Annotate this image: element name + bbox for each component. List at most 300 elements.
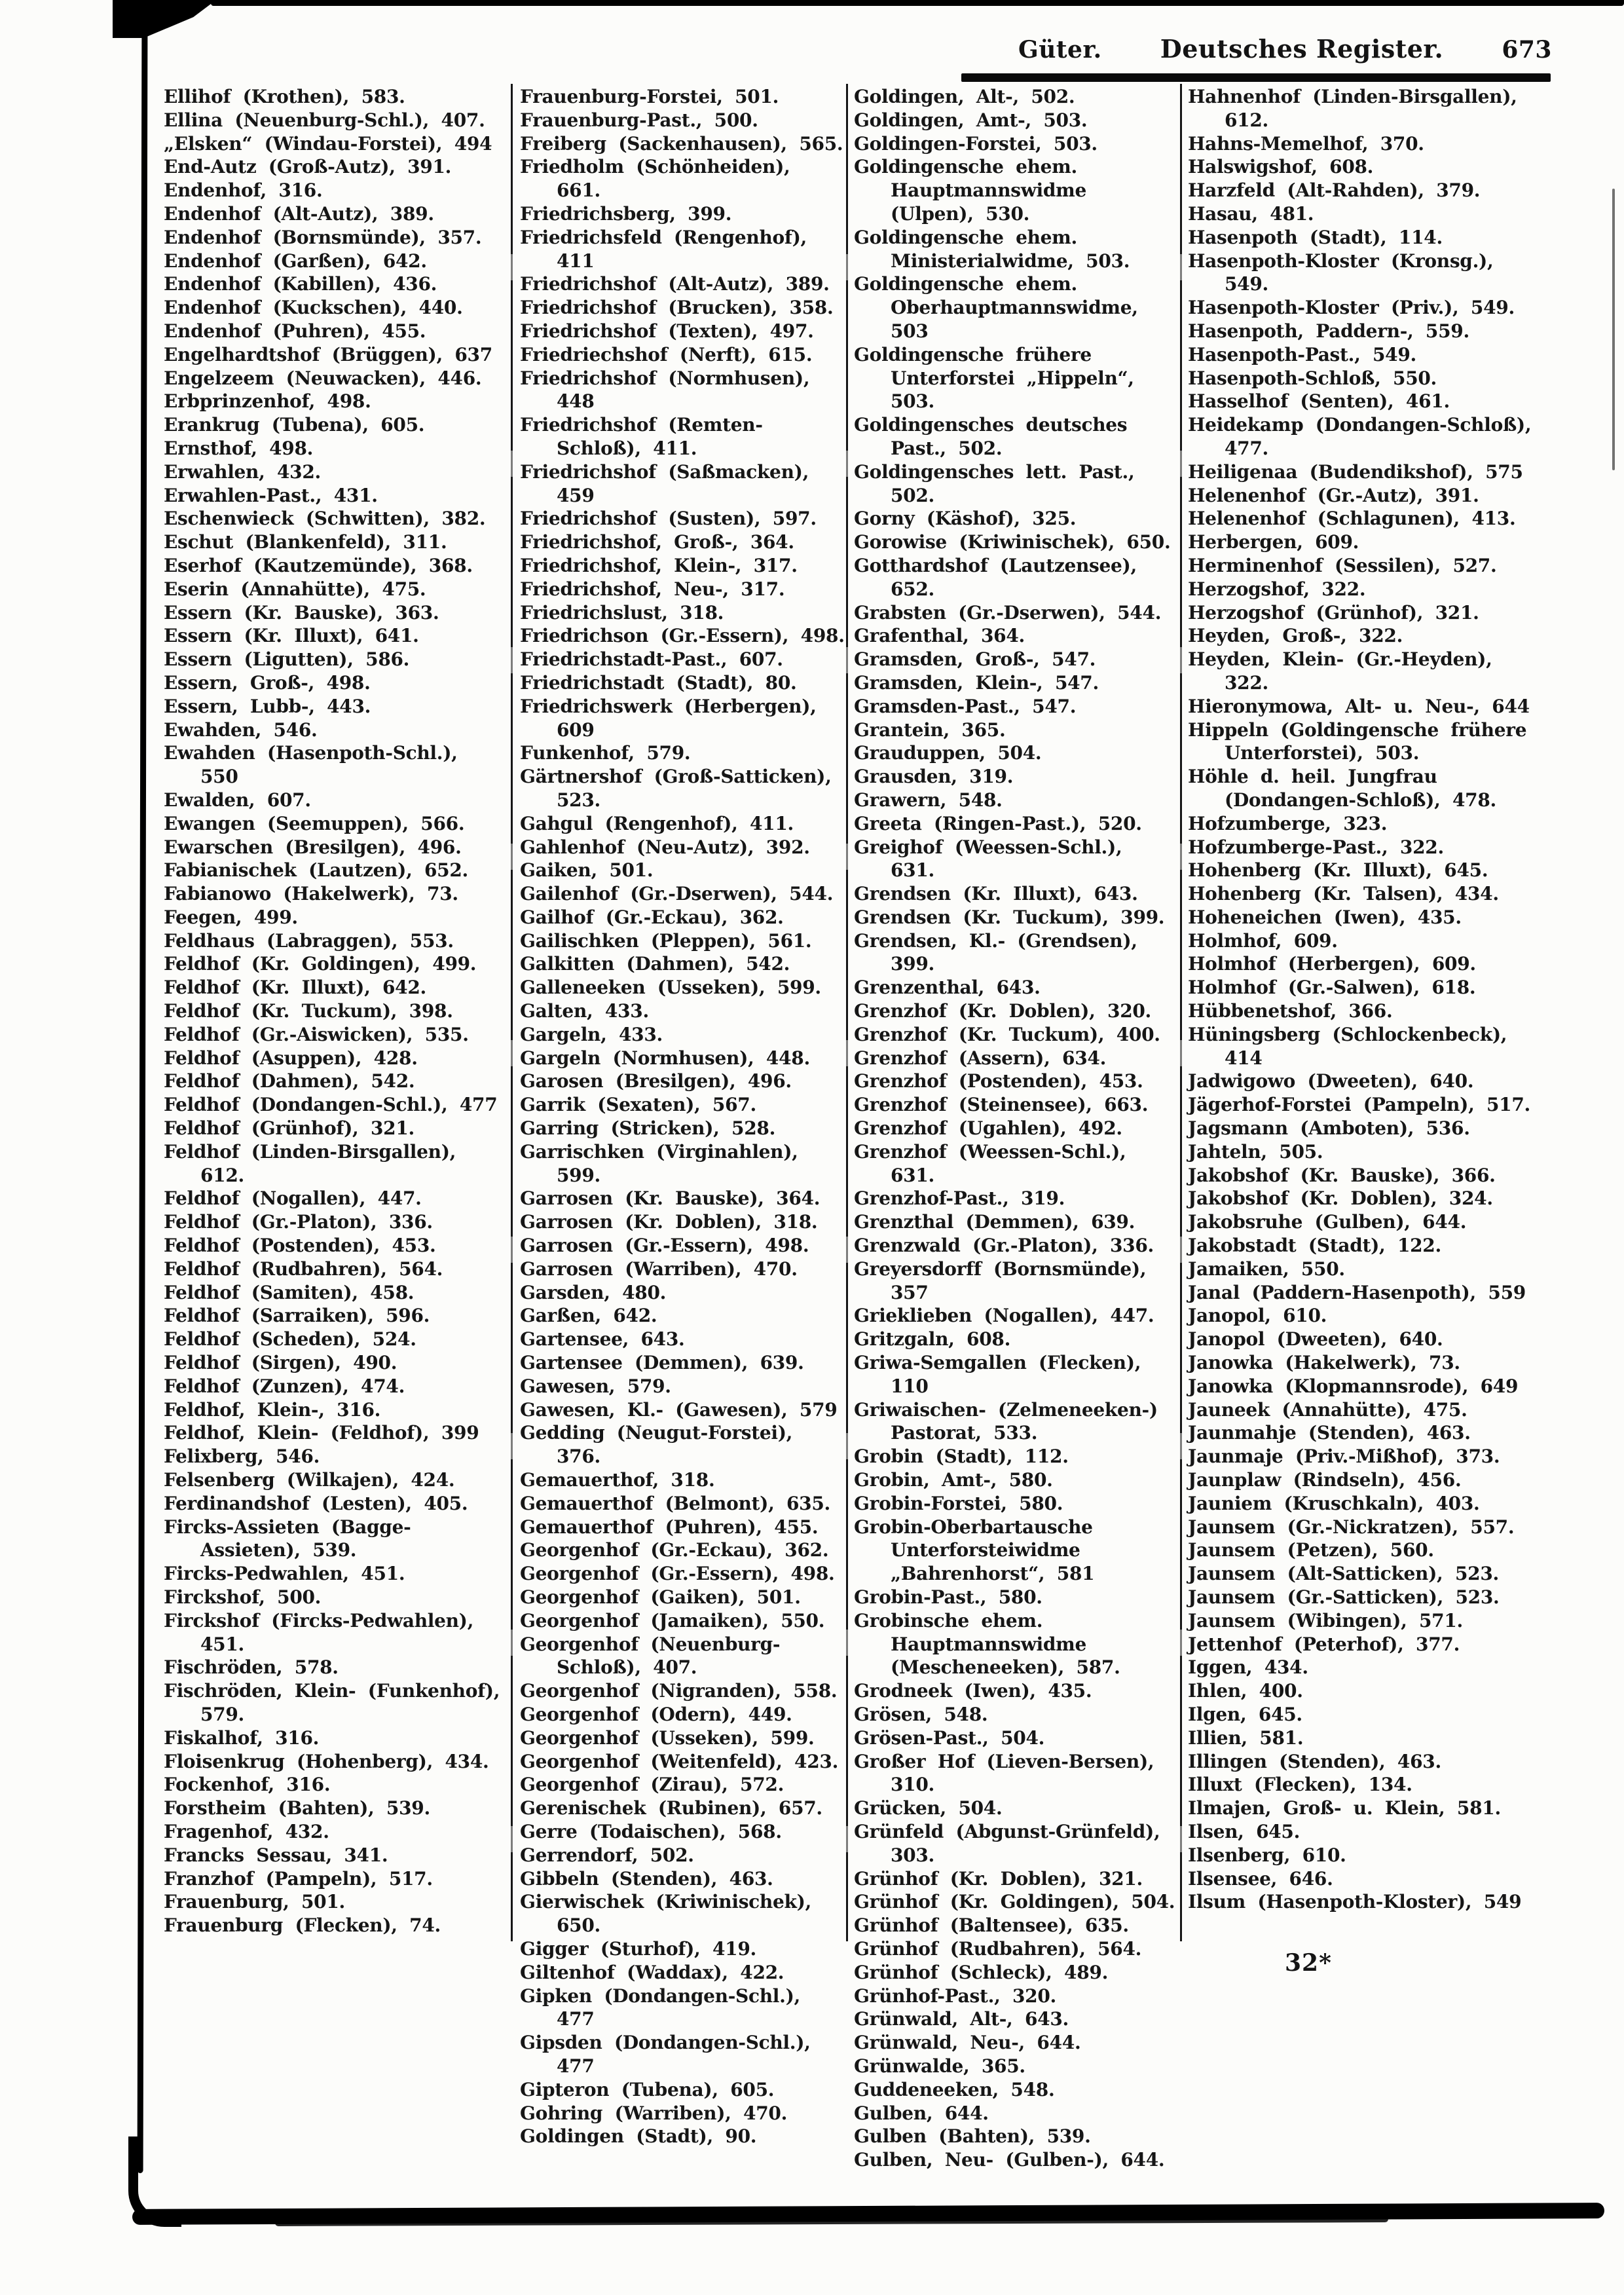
index-entry: Gargeln (Normhusen), 448.	[520, 1047, 810, 1069]
index-entry: Feldhof (Linden-Birsgallen), 612.	[164, 1140, 456, 1186]
index-entry: Ewarschen (Bresilgen), 496.	[164, 836, 462, 858]
index-entry: Georgenhof (Odern), 449.	[520, 1703, 792, 1725]
index-entry: Essern (Ligutten), 586.	[164, 648, 410, 671]
index-entry: Hasau, 481.	[1188, 202, 1314, 225]
index-entry: Grenzhof (Kr. Doblen), 320.	[854, 1000, 1152, 1022]
index-entry: Funkenhof, 579.	[520, 742, 691, 764]
index-entry: Jaunsem (Gr.-Satticken), 523.	[1188, 1586, 1500, 1608]
index-entry: Jakobshof (Kr. Bauske), 366.	[1188, 1164, 1496, 1186]
index-entry: Hüningsberg (Schlockenbeck), 414	[1188, 1023, 1507, 1069]
index-entry: Grobin-Oberbartausche Unterforsteiwidme „Bahrenhorst“, 581	[854, 1516, 1095, 1585]
index-entry: Garrosen (Gr.-Essern), 498.	[520, 1235, 809, 1257]
index-entry: Holmhof, 609.	[1188, 929, 1338, 952]
index-entry: Jakobsruhe (Gulben), 644.	[1188, 1211, 1467, 1233]
index-entry: Grünhof (Baltensee), 635.	[854, 1914, 1129, 1937]
index-entry: Feldhof (Kr. Goldingen), 499.	[164, 953, 477, 975]
index-entry: Grenzhof-Past., 319.	[854, 1187, 1065, 1210]
index-entry: Georgenhof (Jamaiken), 550.	[520, 1609, 825, 1632]
index-entry: Grünwalde, 365.	[854, 2055, 1025, 2077]
index-entry: Gotthardshof (Lautzensee), 652.	[854, 554, 1137, 600]
index-entry: Gipsden (Dondangen-Schl.), 477	[520, 2032, 811, 2077]
index-entry: Gahgul (Rengenhof), 411.	[520, 812, 794, 834]
index-entry: Endenhof (Alt-Autz), 389.	[164, 202, 434, 225]
index-entry: Hofzumberge-Past., 322.	[1188, 836, 1444, 858]
index-entry: Grünhof (Kr. Doblen), 321.	[854, 1867, 1143, 1890]
index-entry: Frauenburg, 501.	[164, 1891, 345, 1913]
index-entry: Helenenhof (Gr.-Autz), 391.	[1188, 484, 1479, 506]
index-entry: Greyersdorff (Bornsmünde), 357	[854, 1258, 1147, 1303]
index-entry: Friedrichshof (Normhusen), 448	[520, 367, 810, 413]
index-entry: Gorny (Käshof), 325.	[854, 508, 1077, 530]
index-entry: Hohenberg (Kr. Talsen), 434.	[1188, 883, 1499, 905]
index-entry: Illien, 581.	[1188, 1726, 1304, 1749]
index-entry: Greeta (Ringen-Past.), 520.	[854, 812, 1142, 834]
index-entry: Ellihof (Krothen), 583.	[164, 86, 405, 107]
index-entry: Friedrichshof, Neu-, 317.	[520, 578, 785, 600]
index-entry: Erbprinzenhof, 498.	[164, 390, 371, 413]
index-entry: Grenzenthal, 643.	[854, 977, 1041, 999]
index-entry: Endenhof (Garßen), 642.	[164, 250, 427, 272]
index-entry: Gerrendorf, 502.	[520, 1844, 694, 1866]
header-register-label: Deutsches Register.	[1160, 34, 1444, 64]
index-entry: Hippeln (Goldingensche frühere Unterforstei), 503.	[1188, 718, 1527, 764]
index-entry: Garrosen (Kr. Bauske), 364.	[520, 1187, 821, 1210]
index-entry: Friedrichson (Gr.-Essern), 498.	[520, 625, 845, 647]
index-entry: Griwa-Semgallen (Flecken), 110	[854, 1352, 1141, 1397]
index-entry: Grücken, 504.	[854, 1797, 1003, 1819]
index-entry: Gahlenhof (Neu-Autz), 392.	[520, 836, 810, 858]
index-entry: Grünfeld (Abgunst-Grünfeld), 303.	[854, 1820, 1160, 1866]
index-entry: Grünhof (Kr. Goldingen), 504.	[854, 1891, 1175, 1913]
index-entry: Friedriechshof (Nerft), 615.	[520, 343, 813, 365]
index-entry: Feldhof (Kr. Illuxt), 642.	[164, 977, 426, 999]
index-entry: Grünhof (Schleck), 489.	[854, 1961, 1109, 1983]
index-entry: Friedrichstadt (Stadt), 80.	[520, 671, 797, 694]
index-entry: Hasenpoth, Paddern-, 559.	[1188, 320, 1469, 342]
index-entry: Feldhof (Gr.-Platon), 336.	[164, 1211, 433, 1233]
index-entry: Grieklieben (Nogallen), 447.	[854, 1305, 1154, 1327]
index-entry: Garsden, 480.	[520, 1281, 667, 1303]
index-entry: Feldhof (Zunzen), 474.	[164, 1375, 405, 1397]
index-entry: Friedrichslust, 318.	[520, 601, 724, 624]
index-entry: Friedrichshof (Texten), 497.	[520, 320, 814, 342]
index-entry: Garosen (Bresilgen), 496.	[520, 1070, 792, 1092]
index-entry: Friedrichstadt-Past., 607.	[520, 648, 783, 671]
index-entry: Friedrichswerk (Herbergen), 609	[520, 695, 817, 741]
index-column-2	[520, 85, 845, 2148]
index-entry: Francks Sessau, 341.	[164, 1844, 388, 1866]
page-header	[1018, 34, 1552, 68]
index-entry: Ellina (Neuenburg-Schl.), 407.	[164, 109, 485, 131]
index-entry: Feldhof (Asuppen), 428.	[164, 1047, 418, 1069]
index-entry: Feldhof (Dondangen-Schl.), 477	[164, 1094, 498, 1116]
index-entry: Feldhof (Dahmen), 542.	[164, 1070, 415, 1092]
index-entry: Gorowise (Kriwinischek), 650.	[854, 531, 1171, 553]
index-entry: Ihlen, 400.	[1188, 1680, 1303, 1702]
index-entry: Eschut (Blankenfeld), 311.	[164, 531, 447, 553]
index-entry: Goldingen, Alt-, 502.	[854, 86, 1075, 107]
index-entry: Frauenburg (Flecken), 74.	[164, 1914, 441, 1937]
index-entry: Janal (Paddern-Hasenpoth), 559	[1188, 1281, 1526, 1303]
index-entry: Friedrichshof (Alt-Autz), 389.	[520, 273, 830, 295]
index-entry: Hohenberg (Kr. Illuxt), 645.	[1188, 859, 1488, 882]
index-entry: Friedrichshof (Brucken), 358.	[520, 297, 834, 319]
index-entry: Grenzhof (Assern), 634.	[854, 1047, 1107, 1069]
index-entry: Erwahlen, 432.	[164, 460, 321, 483]
index-entry: Garrosen (Kr. Doblen), 318.	[520, 1211, 818, 1233]
index-entry: Grafenthal, 364.	[854, 625, 1025, 647]
index-entry: Jaunplaw (Rindseln), 456.	[1188, 1469, 1462, 1491]
index-entry: Feldhof (Sirgen), 490.	[164, 1352, 397, 1374]
index-entry: Hahnenhof (Linden-Birsgallen), 612.	[1188, 86, 1517, 131]
scan-artifact-top-edge	[211, 0, 1624, 6]
index-entry: Ilsum (Hasenpoth-Kloster), 549	[1188, 1891, 1522, 1913]
index-entry: Herzogshof, 322.	[1188, 578, 1366, 600]
index-entry: Jaunmahje (Stenden), 463.	[1188, 1422, 1471, 1444]
index-entry: Gawesen, Kl.- (Gawesen), 579	[520, 1398, 838, 1421]
index-entry: Janopol (Dweeten), 640.	[1188, 1328, 1443, 1351]
index-entry: Galten, 433.	[520, 1000, 649, 1022]
index-entry: Georgenhof (Nigranden), 558.	[520, 1680, 838, 1702]
index-entry: Frauenburg-Forstei, 501.	[520, 86, 779, 107]
index-entry: Jadwigowo (Dweeten), 640.	[1188, 1070, 1474, 1092]
index-entry: Grösen, 548.	[854, 1703, 988, 1725]
index-entry: Grenzhof (Weessen-Schl.), 631.	[854, 1140, 1126, 1186]
index-entry: Eschenwieck (Schwitten), 382.	[164, 508, 486, 530]
index-entry: Heiligenaa (Budendikshof), 575	[1188, 460, 1523, 483]
column-divider-1	[511, 84, 513, 1941]
index-entry: Essern (Kr. Illuxt), 641.	[164, 625, 419, 647]
index-entry: Gargeln, 433.	[520, 1023, 663, 1045]
index-entry: Fischröden, Klein- (Funkenhof), 579.	[164, 1680, 500, 1725]
index-entry: Holmhof (Gr.-Salwen), 618.	[1188, 977, 1476, 999]
index-entry: Hofzumberge, 323.	[1188, 812, 1388, 834]
index-entry: Feldhof (Rudbahren), 564.	[164, 1258, 443, 1280]
index-entry: Firckshof (Fircks-Pedwahlen), 451.	[164, 1609, 474, 1655]
index-entry: Feldhof (Samiten), 458.	[164, 1281, 415, 1303]
index-entry: Galkitten (Dahmen), 542.	[520, 953, 790, 975]
signature-mark: 32*	[1285, 1949, 1332, 1977]
index-entry: Hoheneichen (Iwen), 435.	[1188, 906, 1462, 928]
index-entry: Feldhof (Grünhof), 321.	[164, 1117, 415, 1140]
index-entry: Goldingensche frühere Unterforstei „Hippeln“, 503.	[854, 343, 1134, 413]
index-entry: Goldingensche ehem. Oberhauptmannswidme, 503	[854, 273, 1138, 342]
index-column-4	[1188, 85, 1545, 1914]
index-entry: Gedding (Neugut-Forstei), 376.	[520, 1422, 793, 1468]
index-entry: Feldhof (Scheden), 524.	[164, 1328, 416, 1351]
index-entry: Hasenpoth-Past., 549.	[1188, 343, 1416, 365]
index-entry: Goldingen (Stadt), 90.	[520, 2125, 757, 2148]
index-entry: Ernsthof, 498.	[164, 437, 314, 459]
index-entry: Fockenhof, 316.	[164, 1774, 331, 1796]
index-entry: Gawesen, 579.	[520, 1375, 671, 1397]
index-entry: Guddeneeken, 548.	[854, 2078, 1055, 2100]
index-entry: Ewalden, 607.	[164, 789, 311, 811]
index-entry: Fiskalhof, 316.	[164, 1726, 320, 1749]
index-entry: Essern (Kr. Bauske), 363.	[164, 601, 439, 624]
index-entry: Hasenpoth (Stadt), 114.	[1188, 226, 1443, 248]
index-entry: Gohring (Warriben), 470.	[520, 2102, 788, 2124]
index-entry: Illingen (Stenden), 463.	[1188, 1750, 1441, 1772]
index-entry: Goldingen-Forstei, 503.	[854, 132, 1098, 155]
index-entry: Erankrug (Tubena), 605.	[164, 414, 425, 436]
index-entry: Garrosen (Warriben), 470.	[520, 1258, 798, 1280]
index-entry: Ewahden (Hasenpoth-Schl.), 550	[164, 742, 458, 788]
index-entry: „Elsken“ (Windau-Forstei), 494	[164, 132, 492, 155]
index-entry: Grenzhof (Kr. Tuckum), 400.	[854, 1023, 1160, 1045]
index-entry: Gramsden, Klein-, 547.	[854, 671, 1099, 694]
index-entry: Gärtnershof (Groß-Satticken), 523.	[520, 766, 832, 811]
header-rule	[961, 73, 1551, 82]
index-entry: Essern, Groß-, 498.	[164, 671, 371, 694]
index-entry: Georgenhof (Neuenburg-Schloß), 407.	[520, 1633, 781, 1679]
index-entry: Grendsen, Kl.- (Grendsen), 399.	[854, 929, 1137, 975]
index-entry: Grenzwald (Gr.-Platon), 336.	[854, 1235, 1154, 1257]
index-entry: Georgenhof (Gr.-Eckau), 362.	[520, 1539, 829, 1561]
index-entry: Firckshof, 500.	[164, 1586, 322, 1608]
scan-artifact-corner-blob	[113, 0, 216, 38]
index-entry: Janowka (Klopmannsrode), 649	[1188, 1375, 1519, 1397]
column-divider-2	[846, 84, 848, 1941]
index-entry: Feldhof (Sarraiken), 596.	[164, 1305, 430, 1327]
index-entry: Großer Hof (Lieven-Bersen), 310.	[854, 1750, 1154, 1796]
index-entry: Felixberg, 546.	[164, 1446, 320, 1468]
index-entry: Galleneeken (Usseken), 599.	[520, 977, 821, 999]
index-entry: Friedrichshof, Groß-, 364.	[520, 531, 794, 553]
index-entry: Ilsenberg, 610.	[1188, 1844, 1346, 1866]
index-entry: Halswigshof, 608.	[1188, 156, 1374, 178]
index-entry: Hasenpoth-Kloster (Kronsg.), 549.	[1188, 250, 1494, 295]
index-entry: Gritzgaln, 608.	[854, 1328, 1011, 1351]
index-entry: Illuxt (Flecken), 134.	[1188, 1774, 1412, 1796]
index-entry: Gartensee (Demmen), 639.	[520, 1352, 804, 1374]
index-entry: Hieronymowa, Alt- u. Neu-, 644	[1188, 695, 1530, 717]
index-entry: Grösen-Past., 504.	[854, 1726, 1045, 1749]
index-entry: Georgenhof (Zirau), 572.	[520, 1774, 784, 1796]
index-entry: Ewangen (Seemuppen), 566.	[164, 812, 465, 834]
index-entry: Harzfeld (Alt-Rahden), 379.	[1188, 179, 1481, 202]
index-entry: Ilsensee, 646.	[1188, 1867, 1333, 1890]
index-entry: Floisenkrug (Hohenberg), 434.	[164, 1750, 489, 1772]
index-entry: Grendsen (Kr. Tuckum), 399.	[854, 906, 1165, 928]
index-entry: Jaunsem (Petzen), 560.	[1188, 1539, 1434, 1561]
index-entry: Grauduppen, 504.	[854, 742, 1042, 764]
index-entry: Jägerhof-Forstei (Pampeln), 517.	[1188, 1094, 1530, 1116]
index-entry: Jauniem (Kruschkaln), 403.	[1188, 1492, 1480, 1514]
index-entry: Endenhof, 316.	[164, 179, 323, 202]
index-column-3	[854, 85, 1177, 2172]
index-entry: Grobin, Amt-, 580.	[854, 1469, 1053, 1491]
index-entry: Grausden, 319.	[854, 766, 1014, 788]
index-entry: Grobin-Past., 580.	[854, 1586, 1043, 1608]
index-entry: Gibbeln (Stenden), 463.	[520, 1867, 773, 1890]
index-entry: Freiberg (Sackenhausen), 565.	[520, 132, 843, 155]
index-entry: Hasenpoth-Schloß, 550.	[1188, 367, 1437, 389]
index-entry: Fircks-Assieten (Bagge-Assieten), 539.	[164, 1516, 411, 1561]
index-entry: Grobin (Stadt), 112.	[854, 1446, 1069, 1468]
index-entry: Erwahlen-Past., 431.	[164, 484, 378, 506]
index-entry: Gramsden-Past., 547.	[854, 695, 1077, 717]
index-entry: Jaunmaje (Priv.-Mißhof), 373.	[1188, 1446, 1500, 1468]
index-entry: Goldingen, Amt-, 503.	[854, 109, 1088, 131]
index-entry: Felsenberg (Wilkajen), 424.	[164, 1469, 455, 1491]
index-entry: Endenhof (Kuckschen), 440.	[164, 297, 463, 319]
index-entry: Georgenhof (Usseken), 599.	[520, 1726, 815, 1749]
index-entry: Janowka (Hakelwerk), 73.	[1188, 1352, 1460, 1374]
index-entry: Franzhof (Pampeln), 517.	[164, 1867, 433, 1890]
index-entry: Grantein, 365.	[854, 718, 1006, 741]
index-entry: Gierwischek (Kriwinischek), 650.	[520, 1891, 811, 1937]
index-entry: Grobin-Forstei, 580.	[854, 1492, 1063, 1514]
index-entry: Forstheim (Bahten), 539.	[164, 1797, 430, 1819]
index-entry: Goldingensches deutsches Past., 502.	[854, 414, 1128, 459]
index-entry: Iggen, 434.	[1188, 1656, 1308, 1679]
index-entry: Griwaischen- (Zelmeneeken-) Pastorat, 533.	[854, 1398, 1158, 1444]
index-entry: Jamaiken, 550.	[1188, 1258, 1345, 1280]
index-entry: Grünhof (Rudbahren), 564.	[854, 1937, 1142, 1960]
index-entry: Feldhof (Postenden), 453.	[164, 1235, 436, 1257]
index-entry: Gulben, 644.	[854, 2102, 989, 2124]
index-entry: Endenhof (Kabillen), 436.	[164, 273, 437, 295]
index-entry: Jettenhof (Peterhof), 377.	[1188, 1633, 1460, 1655]
index-entry: Friedrichshof (Saßmacken), 459	[520, 460, 809, 506]
index-entry: Jahteln, 505.	[1188, 1140, 1323, 1163]
index-entry: Gailenhof (Gr.-Dserwen), 544.	[520, 883, 834, 905]
index-entry: Eserin (Annahütte), 475.	[164, 578, 426, 600]
index-entry: Grünwald, Alt-, 643.	[854, 2008, 1069, 2030]
index-entry: Gartensee, 643.	[520, 1328, 685, 1351]
index-entry: Hübbenetshof, 366.	[1188, 1000, 1393, 1022]
index-entry: Jaunsem (Wibingen), 571.	[1188, 1609, 1463, 1632]
index-entry: Jakobstadt (Stadt), 122.	[1188, 1235, 1441, 1257]
index-entry: Grenzhof (Steinensee), 663.	[854, 1094, 1149, 1116]
index-entry: Goldingensche ehem. Ministerialwidme, 503.	[854, 226, 1130, 272]
header-section-label: Güter.	[1018, 36, 1102, 64]
index-entry: Eserhof (Kautzemünde), 368.	[164, 554, 473, 576]
index-entry: Feldhof (Gr.-Aiswicken), 535.	[164, 1023, 469, 1045]
index-entry: Feegen, 499.	[164, 906, 298, 928]
index-entry: Grawern, 548.	[854, 789, 1003, 811]
index-entry: Greighof (Weessen-Schl.), 631.	[854, 836, 1122, 882]
scan-artifact-right-edge	[1612, 189, 1615, 470]
index-entry: Grodneek (Iwen), 435.	[854, 1680, 1092, 1702]
index-entry: Gigger (Sturhof), 419.	[520, 1937, 756, 1960]
index-entry: Grünhof-Past., 320.	[854, 1985, 1056, 2007]
index-entry: Garring (Stricken), 528.	[520, 1117, 776, 1140]
index-entry: Feldhof, Klein-, 316.	[164, 1398, 381, 1421]
index-entry: Gulben, Neu- (Gulben-), 644.	[854, 2149, 1165, 2171]
index-entry: Janopol, 610.	[1188, 1305, 1327, 1327]
index-entry: Friedrichshof, Klein-, 317.	[520, 554, 798, 576]
index-entry: Endenhof (Puhren), 455.	[164, 320, 426, 342]
index-entry: Fragenhof, 432.	[164, 1820, 329, 1842]
index-entry: Hahns-Memelhof, 370.	[1188, 132, 1424, 155]
index-entry: Endenhof (Bornsmünde), 357.	[164, 226, 482, 248]
index-entry: Gemauerthof (Puhren), 455.	[520, 1516, 819, 1538]
index-entry: Höhle d. heil. Jungfrau (Dondangen-Schloß), 478.	[1188, 766, 1496, 811]
column-divider-3	[1180, 84, 1182, 1941]
index-entry: Heyden, Groß-, 322.	[1188, 625, 1403, 647]
index-entry: Jakobshof (Kr. Doblen), 324.	[1188, 1187, 1493, 1210]
index-entry: Gulben (Bahten), 539.	[854, 2125, 1091, 2148]
index-entry: Jaunsem (Gr.-Nickratzen), 557.	[1188, 1516, 1515, 1538]
index-entry: Giltenhof (Waddax), 422.	[520, 1961, 784, 1983]
index-entry: Gemauerthof, 318.	[520, 1469, 715, 1491]
index-entry: Hasselhof (Senten), 461.	[1188, 390, 1450, 413]
index-entry: Gerenischek (Rubinen), 657.	[520, 1797, 822, 1819]
index-entry: Georgenhof (Gaiken), 501.	[520, 1586, 801, 1608]
index-entry: Jaunsem (Alt-Satticken), 523.	[1188, 1563, 1499, 1585]
index-entry: Friedrichshof (Susten), 597.	[520, 508, 817, 530]
index-entry: Fabianowo (Hakelwerk), 73.	[164, 883, 458, 905]
index-entry: Ferdinandshof (Lesten), 405.	[164, 1492, 468, 1514]
index-entry: Gipteron (Tubena), 605.	[520, 2078, 775, 2100]
index-entry: Herbergen, 609.	[1188, 531, 1359, 553]
index-entry: Fabianischek (Lautzen), 652.	[164, 859, 468, 882]
index-entry: Grabsten (Gr.-Dserwen), 544.	[854, 601, 1162, 624]
index-entry: Fischröden, 578.	[164, 1656, 339, 1679]
index-entry: Gramsden, Groß-, 547.	[854, 648, 1096, 671]
index-entry: Georgenhof (Weitenfeld), 423.	[520, 1750, 839, 1772]
index-entry: Ilgen, 645.	[1188, 1703, 1302, 1725]
index-entry: Friedrichshof (Remten-Schloß), 411.	[520, 414, 763, 459]
index-entry: Gaiken, 501.	[520, 859, 654, 882]
index-entry: Gailhof (Gr.-Eckau), 362.	[520, 906, 784, 928]
index-entry: Herminenhof (Sessilen), 527.	[1188, 554, 1497, 576]
index-entry: Hasenpoth-Kloster (Priv.), 549.	[1188, 297, 1515, 319]
index-entry: Herzogshof (Grünhof), 321.	[1188, 601, 1479, 624]
index-entry: End-Autz (Groß-Autz), 391.	[164, 156, 452, 178]
index-entry: Grendsen (Kr. Illuxt), 643.	[854, 883, 1138, 905]
index-entry: Friedrichsfeld (Rengenhof), 411	[520, 226, 807, 272]
index-entry: Gipken (Dondangen-Schl.), 477	[520, 1985, 800, 2030]
index-entry: Gemauerthof (Belmont), 635.	[520, 1492, 830, 1514]
index-entry: Garrik (Sexaten), 567.	[520, 1094, 756, 1116]
index-entry: Garrischken (Virginahlen), 599.	[520, 1140, 798, 1186]
index-entry: Heidekamp (Dondangen-Schloß), 477.	[1188, 414, 1532, 459]
index-entry: Friedholm (Schönheiden), 661.	[520, 156, 790, 202]
index-entry: Ewahden, 546.	[164, 718, 318, 741]
index-entry: Helenenhof (Schlagunen), 413.	[1188, 508, 1516, 530]
index-entry: Grenzhof (Postenden), 453.	[854, 1070, 1143, 1092]
index-entry: Feldhaus (Labraggen), 553.	[164, 929, 454, 952]
index-entry: Jagsmann (Amboten), 536.	[1188, 1117, 1470, 1140]
index-entry: Jauneek (Annahütte), 475.	[1188, 1398, 1467, 1421]
index-entry: Feldhof, Klein- (Feldhof), 399	[164, 1422, 479, 1444]
index-entry: Grobinsche ehem. Hauptmannswidme (Mescheneeken), 587.	[854, 1609, 1120, 1679]
index-entry: Heyden, Klein- (Gr.-Heyden), 322.	[1188, 648, 1492, 694]
scan-artifact-spine-line	[138, 33, 148, 2173]
index-entry: Grenzhof (Ugahlen), 492.	[854, 1117, 1122, 1140]
index-entry: Gerre (Todaischen), 568.	[520, 1820, 782, 1842]
index-entry: Engelzeem (Neuwacken), 446.	[164, 367, 482, 389]
index-entry: Gailischken (Pleppen), 561.	[520, 929, 812, 952]
index-entry: Feldhof (Nogallen), 447.	[164, 1187, 422, 1210]
index-entry: Ilsen, 645.	[1188, 1820, 1301, 1842]
index-entry: Grünwald, Neu-, 644.	[854, 2032, 1081, 2054]
index-entry: Ilmajen, Groß- u. Klein, 581.	[1188, 1797, 1501, 1819]
index-entry: Goldingensches lett. Past., 502.	[854, 460, 1135, 506]
index-entry: Georgenhof (Gr.-Essern), 498.	[520, 1563, 835, 1585]
index-entry: Fircks-Pedwahlen, 451.	[164, 1563, 405, 1585]
index-entry: Frauenburg-Past., 500.	[520, 109, 758, 131]
index-entry: Garßen, 642.	[520, 1305, 657, 1327]
index-entry: Friedrichsberg, 399.	[520, 202, 732, 225]
index-entry: Holmhof (Herbergen), 609.	[1188, 953, 1476, 975]
header-page-number: 673	[1502, 36, 1552, 64]
index-entry: Feldhof (Kr. Tuckum), 398.	[164, 1000, 453, 1022]
index-entry: Essern, Lubb-, 443.	[164, 695, 371, 717]
